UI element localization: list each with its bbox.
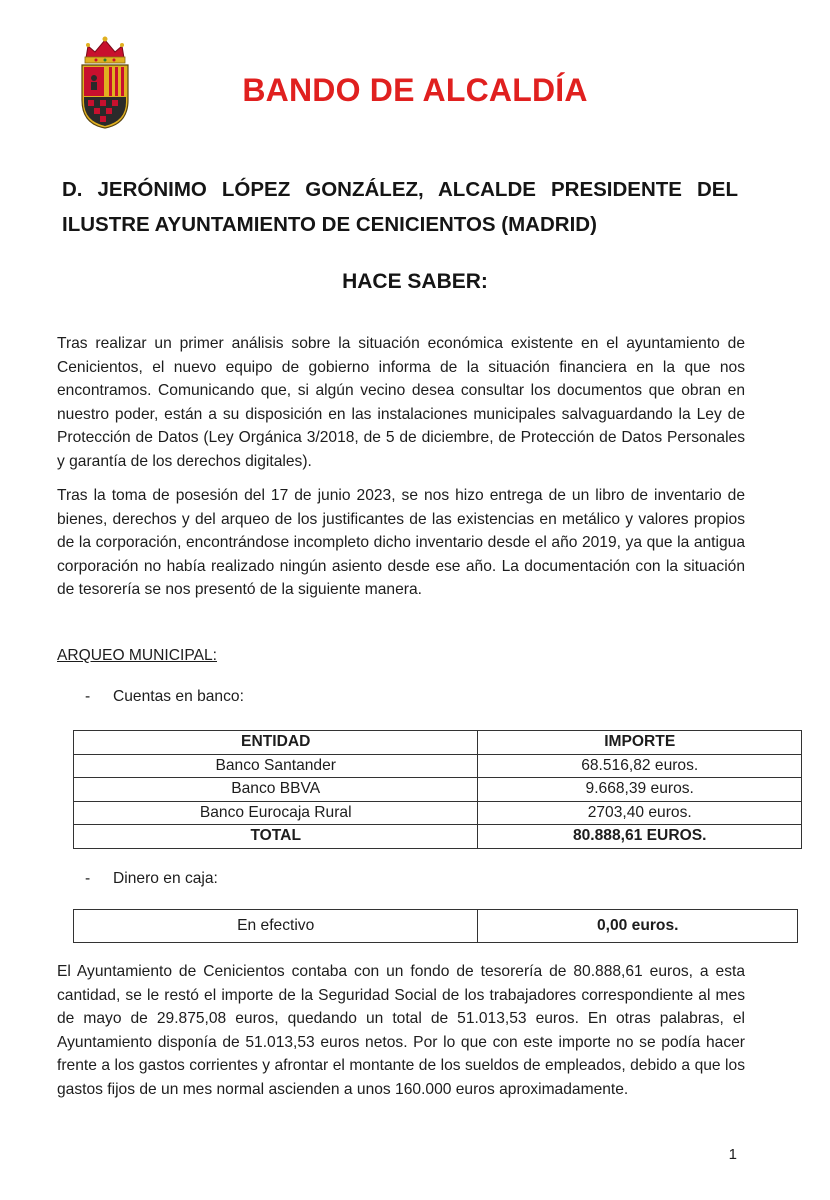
column-header-entity: ENTIDAD: [74, 731, 478, 755]
official-header: [62, 172, 738, 242]
bullet-cash: [85, 870, 218, 888]
official-header-line1: D. JERÓNIMO LÓPEZ GONZÁLEZ, ALCALDE PRESIDENTE DEL: [62, 178, 738, 201]
table-total-row: [74, 825, 802, 849]
bullet-label: Dinero en caja:: [113, 870, 218, 887]
bullet-label: Cuentas en banco:: [113, 688, 244, 705]
column-header-amount: IMPORTE: [478, 731, 802, 755]
total-amount-cell: 80.888,61 EUROS.: [478, 825, 802, 849]
bullet-dash: -: [85, 870, 91, 887]
paragraph-inventory: Tras la toma de posesión del 17 de junio 2023, se nos hizo entrega de un libro de inventario de bienes, derechos y del arqueo de los justificantes de las existencias en metálico y valores propios de la corporación, encontrándose incompleto dicho inventario desde el año 2019, ya que la antigua corporación no había realizado ningún asiento desde ese año. La documentación con la situación de tesorería se nos presentó de la siguiente manera.: [57, 487, 745, 598]
cash-label-cell: En efectivo: [74, 910, 478, 943]
section-heading: HACE SABER:: [342, 270, 488, 293]
amount-cell: 68.516,82 euros.: [478, 754, 802, 778]
table-row: [74, 801, 802, 825]
entity-cell: Banco Eurocaja Rural: [74, 801, 478, 825]
bullet-bank-accounts: [85, 688, 244, 706]
cash-table: [73, 909, 798, 943]
table-header-row: [74, 731, 802, 755]
bank-accounts-table: [73, 730, 802, 849]
arqueo-label: ARQUEO MUNICIPAL:: [57, 647, 218, 664]
amount-cell: 2703,40 euros.: [478, 801, 802, 825]
bullet-dash: -: [85, 688, 91, 705]
document-title: BANDO DE ALCALDÍA: [242, 72, 588, 108]
table-row: [74, 754, 802, 778]
table-row: [74, 910, 798, 943]
entity-cell: Banco BBVA: [74, 778, 478, 802]
paragraph-treasury: El Ayuntamiento de Cenicientos contaba con un fondo de tesorería de 80.888,61 euros, a esta cantidad, se le restó el importe de la Seguridad Social de los trabajadores correspondiente al mes de mayo de 29.875,08 euros, quedando un total de 51.013,53 euros. En otras palabras, el Ayuntamiento disponía de 51.013,53 euros netos. Por lo que con este importe no se podía hacer frente a los gastos corrientes y afrontar el montante de los sueldos de empleados, debido a que los gastos fijos de un mes normal ascienden a unos 160.000 euros aproximadamente.: [57, 963, 745, 1098]
amount-cell: 9.668,39 euros.: [478, 778, 802, 802]
paragraph-intro: Tras realizar un primer análisis sobre la situación económica existente en el ayuntamiento de Cenicientos, el nuevo equipo de gobierno informa de la situación financiera en la que nos encontramos. Comunicando que, si algún vecino desea consultar los documentos que obran en nuestro poder, están a su disposición en las instalaciones municipales salvaguardando la Ley de Protección de Datos (Ley Orgánica 3/2018, de 5 de diciembre, de Protección de Datos Personales y garantía de los derechos digitales).: [57, 335, 745, 470]
total-label-cell: TOTAL: [74, 825, 478, 849]
entity-cell: Banco Santander: [74, 754, 478, 778]
page-number: 1: [728, 1146, 737, 1163]
official-header-line2: ILUSTRE AYUNTAMIENTO DE CENICIENTOS (MADRID): [62, 213, 597, 236]
crown-icon: [85, 37, 125, 64]
table-row: [74, 778, 802, 802]
cash-amount-cell: 0,00 euros.: [478, 910, 798, 943]
